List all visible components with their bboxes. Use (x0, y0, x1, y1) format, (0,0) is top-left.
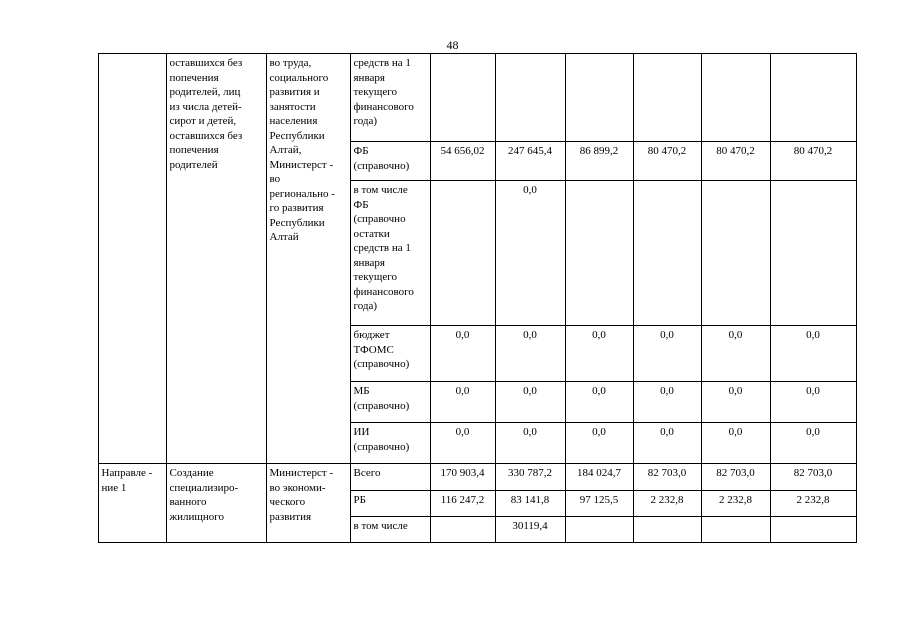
value-cell: 30119,4 (495, 517, 565, 543)
value-cell: 0,0 (770, 326, 856, 382)
page-number: 48 (446, 38, 459, 52)
value-cell: 0,0 (430, 423, 495, 464)
value-cell: 83 141,8 (495, 491, 565, 517)
table-row (61, 54, 856, 142)
value-cell (495, 54, 565, 142)
value-cell: 184 024,7 (565, 464, 633, 491)
value-cell: 0,0 (701, 326, 770, 382)
budget-table (61, 53, 857, 543)
funding-source-cell: РБ (350, 491, 430, 517)
value-cell: 116 247,2 (430, 491, 495, 517)
value-cell (770, 517, 856, 543)
value-cell (770, 54, 856, 142)
value-cell: 0,0 (495, 326, 565, 382)
value-cell: 80 470,2 (770, 142, 856, 181)
funding-source-cell: ФБ (справочно) (350, 142, 430, 181)
value-cell (430, 181, 495, 326)
value-cell (633, 181, 701, 326)
value-cell: 2 232,8 (701, 491, 770, 517)
blank-column-cell (61, 464, 98, 543)
value-cell: 0,0 (633, 326, 701, 382)
table-row (61, 464, 856, 491)
value-cell: 82 703,0 (701, 464, 770, 491)
value-cell (430, 517, 495, 543)
value-cell: 97 125,5 (565, 491, 633, 517)
value-cell: 80 470,2 (701, 142, 770, 181)
value-cell: 80 470,2 (633, 142, 701, 181)
value-cell (701, 181, 770, 326)
value-cell (770, 181, 856, 326)
funding-source-cell: в том числе ФБ (справочно остатки средств на 1 января текущего финансового года) (350, 181, 430, 326)
value-cell: 0,0 (565, 326, 633, 382)
event-name-cell: оставшихся без попечения родителей, лиц из числа детей- сирот и детей, оставшихся без попечения родителей (166, 54, 266, 464)
direction-cell (98, 54, 166, 464)
value-cell: 0,0 (770, 382, 856, 423)
funding-source-cell: ИИ (справочно) (350, 423, 430, 464)
value-cell: 0,0 (495, 181, 565, 326)
funding-source-cell: бюджет ТФОМС (справочно) (350, 326, 430, 382)
value-cell (565, 517, 633, 543)
value-cell: 0,0 (633, 423, 701, 464)
value-cell: 0,0 (430, 382, 495, 423)
value-cell: 170 903,4 (430, 464, 495, 491)
value-cell: 330 787,2 (495, 464, 565, 491)
value-cell (430, 54, 495, 142)
value-cell (633, 517, 701, 543)
event-name-cell: Создание специализиро- ванного жилищного (166, 464, 266, 543)
funding-source-cell: в том числе (350, 517, 430, 543)
value-cell: 82 703,0 (633, 464, 701, 491)
value-cell: 247 645,4 (495, 142, 565, 181)
value-cell (701, 54, 770, 142)
executor-cell: во труда, социального развития и занятости населения Республики Алтай, Министерст - во регионально - го развития Республики Алтай (266, 54, 350, 464)
funding-source-cell: МБ (справочно) (350, 382, 430, 423)
value-cell: 0,0 (495, 423, 565, 464)
value-cell: 0,0 (701, 382, 770, 423)
value-cell (633, 54, 701, 142)
value-cell: 2 232,8 (633, 491, 701, 517)
value-cell: 0,0 (770, 423, 856, 464)
value-cell: 54 656,02 (430, 142, 495, 181)
funding-source-cell: средств на 1 января текущего финансового года) (350, 54, 430, 142)
value-cell: 0,0 (565, 382, 633, 423)
value-cell: 0,0 (495, 382, 565, 423)
executor-cell: Министерст - во экономи- ческого развития (266, 464, 350, 543)
value-cell: 0,0 (565, 423, 633, 464)
value-cell: 86 899,2 (565, 142, 633, 181)
blank-column-cell (61, 54, 98, 464)
value-cell (565, 181, 633, 326)
value-cell: 0,0 (430, 326, 495, 382)
value-cell: 82 703,0 (770, 464, 856, 491)
value-cell: 2 232,8 (770, 491, 856, 517)
funding-source-cell: Всего (350, 464, 430, 491)
value-cell: 0,0 (701, 423, 770, 464)
value-cell (701, 517, 770, 543)
value-cell (565, 54, 633, 142)
direction-cell: Направле - ние 1 (98, 464, 166, 543)
value-cell: 0,0 (633, 382, 701, 423)
